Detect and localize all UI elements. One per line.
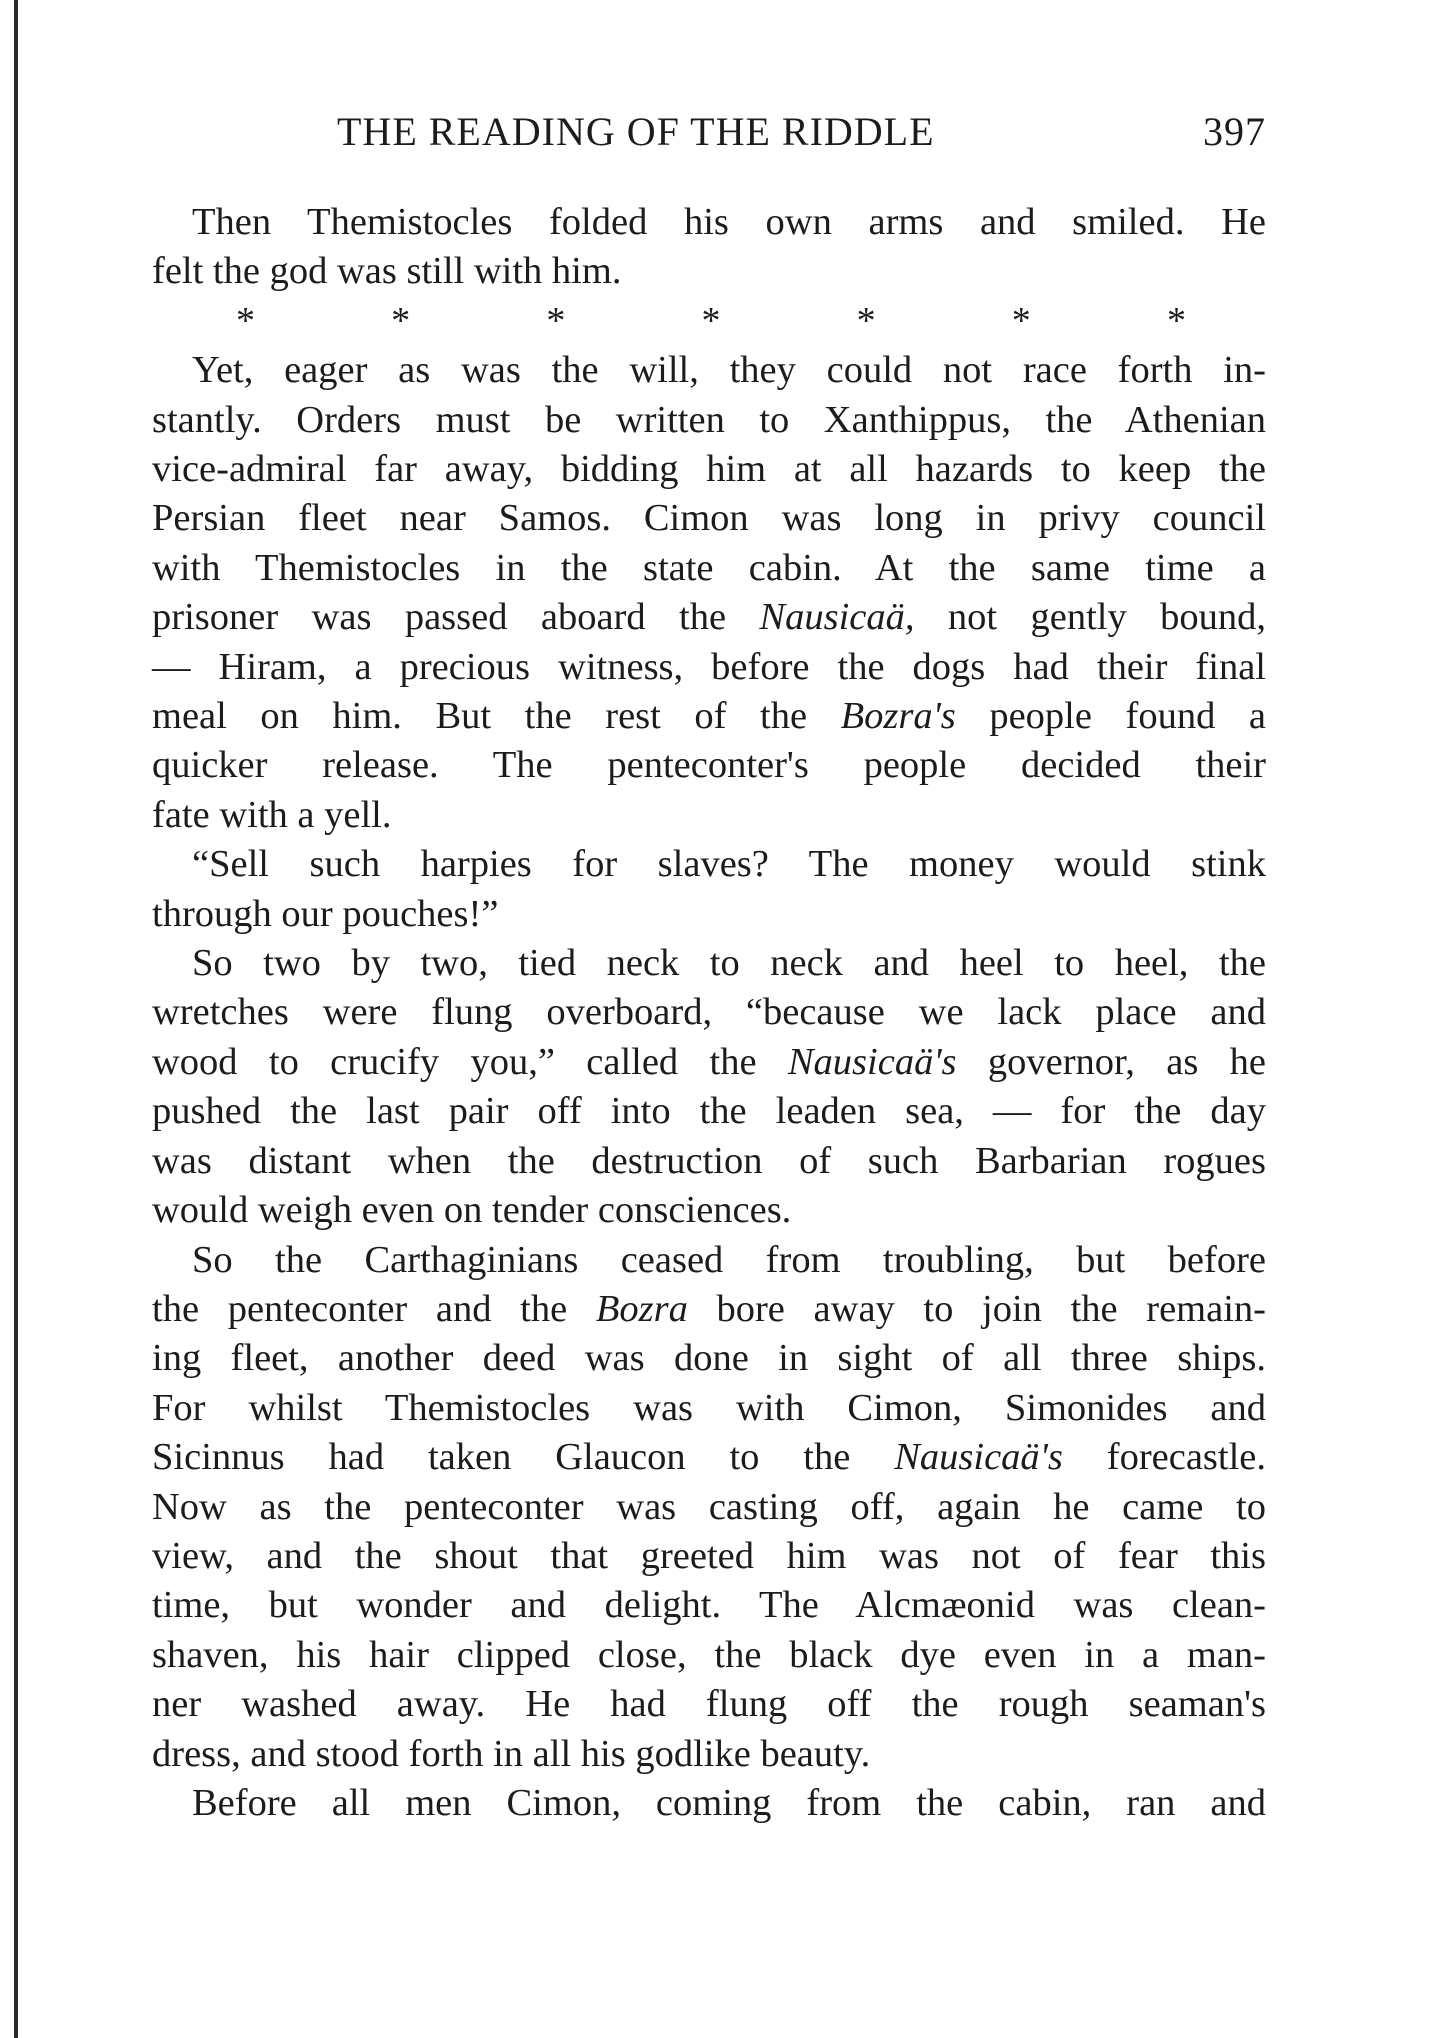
text-line: quicker release. The penteconter's people decided their bbox=[152, 744, 1266, 787]
asterisk: * bbox=[701, 299, 721, 342]
text-line bbox=[152, 692, 1266, 741]
text-run: forecastle. bbox=[1062, 1436, 1267, 1479]
text-run: Sicinnus had taken Glaucon to the bbox=[152, 1436, 895, 1479]
text-line: stantly. Orders must be written to Xanthippus, the Athenian bbox=[152, 398, 1266, 441]
asterisk: * bbox=[1011, 299, 1031, 342]
text-line: Persian fleet near Samos. Cimon was long in privy council bbox=[152, 497, 1266, 540]
text-line bbox=[152, 1433, 1266, 1482]
text-line bbox=[152, 1038, 1266, 1087]
text-line: vice-admiral far away, bidding him at all hazards to keep the bbox=[152, 448, 1266, 491]
text-line: with Themistocles in the state cabin. At the same time a bbox=[152, 546, 1266, 589]
text-line: So two by two, tied neck to neck and heel to heel, the bbox=[192, 942, 1266, 985]
page-number: 397 bbox=[1203, 109, 1266, 154]
text-line: Before all men Cimon, coming from the cabin, ran and bbox=[192, 1781, 1266, 1824]
text-run: prisoner was passed aboard the bbox=[152, 596, 760, 639]
text-line: ner washed away. He had flung off the rough seaman's bbox=[152, 1683, 1266, 1726]
text-line: fate with a yell. bbox=[152, 793, 392, 836]
text-line bbox=[152, 1285, 1266, 1334]
text-line: ing fleet, another deed was done in sight of all three ships. bbox=[152, 1337, 1266, 1380]
text-line: For whilst Themistocles was with Cimon, Simonides and bbox=[152, 1386, 1266, 1429]
ship-name: Nausicaä, bbox=[759, 596, 915, 639]
section-break bbox=[152, 297, 1266, 346]
text-run: not gently bound, bbox=[914, 596, 1266, 639]
text-line: shaven, his hair clipped close, the black dye even in a man- bbox=[152, 1633, 1266, 1676]
asterisk: * bbox=[856, 299, 876, 342]
paragraph-4 bbox=[152, 939, 1266, 1235]
text-run: people found a bbox=[955, 695, 1266, 738]
body-text bbox=[152, 198, 1266, 1828]
ship-name: Bozra's bbox=[840, 695, 956, 738]
paragraph-6 bbox=[152, 1779, 1266, 1828]
text-line: Now as the penteconter was casting off, again he came to bbox=[152, 1485, 1266, 1528]
asterisk: * bbox=[1166, 299, 1186, 342]
text-line: So the Carthaginians ceased from troubling, but before bbox=[192, 1238, 1266, 1281]
text-line: view, and the shout that greeted him was not of fear this bbox=[152, 1534, 1266, 1577]
text-line: dress, and stood forth in all his godlike beauty. bbox=[152, 1732, 871, 1775]
asterisk: * bbox=[236, 299, 255, 342]
text-run: bore away to join the remain- bbox=[687, 1287, 1266, 1330]
page-edge-line bbox=[14, 0, 18, 2038]
page-header bbox=[152, 108, 1266, 168]
text-line: — Hiram, a precious witness, before the dogs had their final bbox=[152, 645, 1266, 688]
running-title: THE READING OF THE RIDDLE bbox=[337, 109, 935, 154]
asterisk: * bbox=[391, 299, 411, 342]
text-run: meal on him. But the rest of the bbox=[152, 695, 841, 738]
ship-name: Nausicaä's bbox=[787, 1040, 957, 1083]
asterisk: * bbox=[546, 299, 566, 342]
text-run: governor, as he bbox=[956, 1040, 1266, 1083]
paragraph-5 bbox=[152, 1236, 1266, 1779]
paragraph-2 bbox=[152, 346, 1266, 840]
ship-name: Nausicaä's bbox=[894, 1436, 1063, 1479]
text-run: wood to crucify you,” called the bbox=[152, 1040, 788, 1083]
text-line: felt the god was still with him. bbox=[152, 250, 622, 293]
text-line: “Sell such harpies for slaves? The money would stink bbox=[192, 843, 1266, 886]
ship-name: Bozra bbox=[595, 1287, 688, 1330]
text-line bbox=[152, 593, 1266, 642]
text-line: time, but wonder and delight. The Alcmæonid was clean- bbox=[152, 1584, 1266, 1627]
text-line: pushed the last pair off into the leaden sea, — for the day bbox=[152, 1090, 1266, 1133]
text-line: wretches were flung overboard, “because we lack place and bbox=[152, 991, 1266, 1034]
text-line: through our pouches!” bbox=[152, 892, 499, 935]
text-line: was distant when the destruction of such Barbarian rogues bbox=[152, 1139, 1266, 1182]
text-run: the penteconter and the bbox=[152, 1287, 596, 1330]
text-line: Yet, eager as was the will, they could not race forth in- bbox=[192, 349, 1266, 392]
text-line: Then Themistocles folded his own arms and smiled. He bbox=[192, 201, 1266, 243]
text-line: would weigh even on tender consciences. bbox=[152, 1189, 792, 1232]
paragraph-1 bbox=[152, 198, 1266, 297]
paragraph-3 bbox=[152, 840, 1266, 939]
